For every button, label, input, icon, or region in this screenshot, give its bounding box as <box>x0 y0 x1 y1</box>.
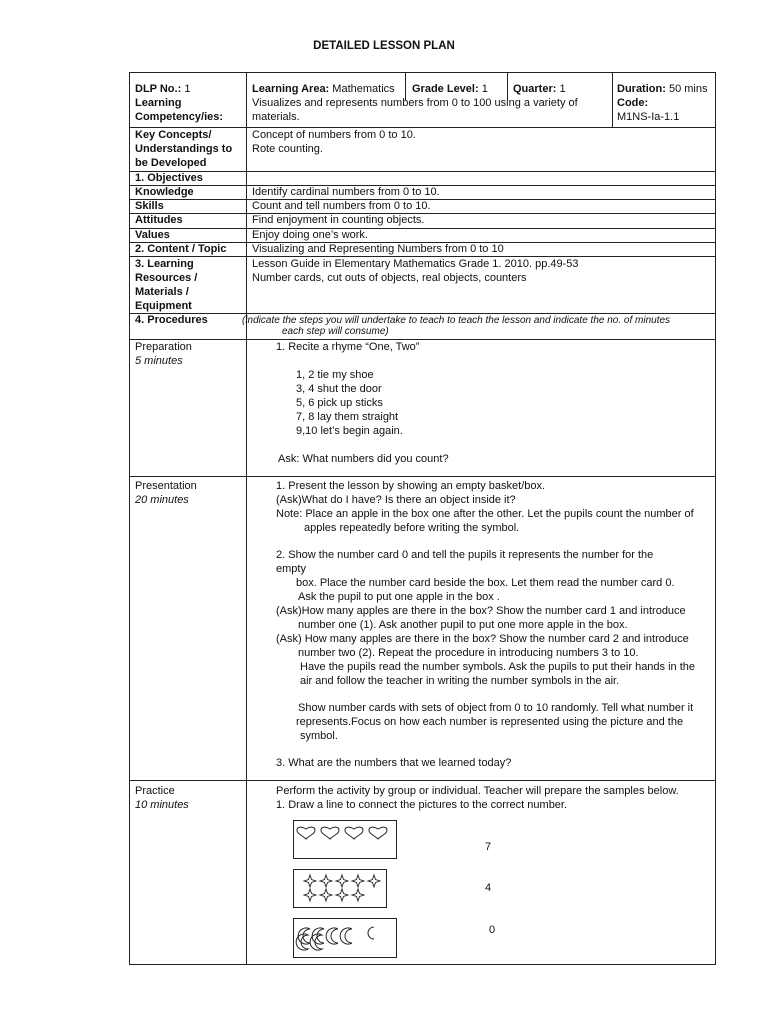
rhyme-line: 5, 6 pick up sticks <box>296 397 383 409</box>
preparation-question: Ask: What numbers did you count? <box>278 453 449 465</box>
presentation-line: symbol. <box>300 730 338 742</box>
star-icon <box>320 875 332 887</box>
presentation-line: air and follow the teacher in writing the number symbols in the air. <box>300 675 620 687</box>
procedures-note: each step will consume) <box>282 326 389 337</box>
heart-icon <box>297 827 315 839</box>
knowledge-text: Identify cardinal numbers from 0 to 10. <box>252 186 440 198</box>
key-concept: Concept of numbers from 0 to 10. <box>252 129 416 141</box>
column-divider <box>612 72 613 128</box>
resources-label: Equipment <box>135 300 192 312</box>
star-icon <box>368 875 380 887</box>
moon-icon-group <box>294 919 396 957</box>
resources-label: 3. Learning <box>135 258 194 270</box>
presentation-line: box. Place the number card beside the box. Let them read the number card 0. <box>296 577 675 589</box>
resources-label: Materials / <box>135 286 189 298</box>
dlp-number: DLP No.: 1 <box>135 83 191 95</box>
star-icon <box>352 875 364 887</box>
column-divider <box>246 72 247 964</box>
resource-item: Lesson Guide in Elementary Mathematics Grade 1. 2010. pp.49-53 <box>252 258 579 270</box>
row-divider <box>129 127 716 128</box>
page-title: DETAILED LESSON PLAN <box>313 40 455 52</box>
presentation-line: 1. Present the lesson by showing an empty basket/box. <box>276 480 546 492</box>
presentation-line: number two (2). Repeat the procedure in introducing numbers 3 to 10. <box>298 647 639 659</box>
presentation-line: (Ask)How many apples are there in the box? Show the number card 1 and introduce <box>276 605 686 617</box>
presentation-line: 2. Show the number card 0 and tell the pupils it represents the number for the <box>276 549 654 561</box>
practice-label: Practice <box>135 785 175 797</box>
quarter: Quarter: 1 <box>513 83 566 95</box>
presentation-line: 3. What are the numbers that we learned today? <box>276 757 512 769</box>
answer-number: 7 <box>485 841 492 853</box>
presentation-time: 20 minutes <box>135 494 189 506</box>
rhyme-line: 9,10 let’s begin again. <box>296 425 403 437</box>
row-divider <box>129 313 716 314</box>
procedures-label: 4. Procedures <box>135 314 208 326</box>
star-icon <box>352 889 364 901</box>
resources-label: Resources / <box>135 272 198 284</box>
star-icon-group <box>294 870 386 907</box>
practice-step: 1. Draw a line to connect the pictures to the correct number. <box>276 799 568 811</box>
presentation-line: apples repeatedly before writing the symbol. <box>304 522 520 534</box>
key-concepts-label: Key Concepts/ <box>135 129 212 141</box>
moon-icon <box>368 927 374 939</box>
knowledge-label: Knowledge <box>135 186 194 198</box>
preparation-time: 5 minutes <box>135 355 183 367</box>
rhyme-line: 7, 8 lay them straight <box>296 411 399 423</box>
stars-picture-box <box>293 869 387 908</box>
practice-instruction: Perform the activity by group or individual. Teacher will prepare the samples below. <box>276 785 679 797</box>
key-concepts-label: Understandings to <box>135 143 233 155</box>
star-icon <box>320 889 332 901</box>
values-label: Values <box>135 229 170 241</box>
moon-icon <box>340 928 352 944</box>
heart-icon <box>345 827 363 839</box>
preparation-step: 1. Recite a rhyme “One, Two” <box>276 341 420 353</box>
rhyme-line: 3, 4 shut the door <box>296 383 382 395</box>
key-concept: Rote counting. <box>252 143 323 155</box>
competency-label: Competency/ies: <box>135 111 224 123</box>
heart-icon-group <box>294 821 396 858</box>
attitudes-label: Attitudes <box>135 214 183 226</box>
row-divider <box>129 171 716 172</box>
answer-number: 4 <box>485 882 492 894</box>
content-label: 2. Content / Topic <box>135 243 227 255</box>
star-icon <box>336 875 348 887</box>
resource-item: Number cards, cut outs of objects, real objects, counters <box>252 272 527 284</box>
presentation-line: Show number cards with sets of object from 0 to 10 randomly. Tell what number it <box>298 702 694 714</box>
presentation-line: (Ask)What do I have? Is there an object inside it? <box>276 494 516 506</box>
row-divider <box>129 476 716 477</box>
attitudes-text: Find enjoyment in counting objects. <box>252 214 425 226</box>
presentation-line: Have the pupils read the number symbols. Ask the pupils to put their hands in the <box>300 661 696 673</box>
learning-area: Learning Area: Mathematics <box>252 83 395 95</box>
rhyme-line: 1, 2 tie my shoe <box>296 369 374 381</box>
code-value: M1NS-Ia-1.1 <box>617 111 680 123</box>
practice-time: 10 minutes <box>135 799 189 811</box>
procedures-note: (indicate the steps you will undertake to teach to teach the lesson and indicate the no. of minutes <box>242 315 671 326</box>
code-label: Code: <box>617 97 649 109</box>
heart-icon <box>321 827 339 839</box>
presentation-line: (Ask) How many apples are there in the box? Show the number card 2 and introduce <box>276 633 689 645</box>
objectives-heading: 1. Objectives <box>135 172 203 184</box>
skills-label: Skills <box>135 200 164 212</box>
skills-text: Count and tell numbers from 0 to 10. <box>252 200 431 212</box>
presentation-line: Note: Place an apple in the box one after the other. Let the pupils count the number of <box>276 508 694 520</box>
grade-level: Grade Level: 1 <box>412 83 488 95</box>
presentation-line: empty <box>276 563 306 575</box>
row-divider <box>129 228 716 229</box>
heart-icon <box>369 827 387 839</box>
moons-picture-box <box>293 918 397 958</box>
competency-text: Visualizes and represents numbers from 0 to 100 using a variety of <box>252 97 578 109</box>
star-icon <box>304 889 316 901</box>
star-icon <box>336 889 348 901</box>
column-divider <box>405 72 406 100</box>
column-divider <box>507 72 508 100</box>
answer-number: 0 <box>489 924 496 936</box>
hearts-picture-box <box>293 820 397 859</box>
presentation-line: Ask the pupil to put one apple in the box . <box>298 591 500 603</box>
star-icon <box>304 875 316 887</box>
moon-icon <box>326 928 338 944</box>
competency-text: materials. <box>252 111 300 123</box>
values-text: Enjoy doing one’s work. <box>252 229 368 241</box>
duration: Duration: 50 mins <box>617 83 708 95</box>
presentation-line: represents.Focus on how each number is represented using the picture and the <box>296 716 684 728</box>
preparation-label: Preparation <box>135 341 192 353</box>
competency-label: Learning <box>135 97 182 109</box>
key-concepts-label: be Developed <box>135 157 207 169</box>
presentation-line: number one (1). Ask another pupil to put one more apple in the box. <box>298 619 628 631</box>
row-divider <box>129 780 716 781</box>
content-text: Visualizing and Representing Numbers from 0 to 10 <box>252 243 504 255</box>
presentation-label: Presentation <box>135 480 197 492</box>
row-divider <box>129 339 716 340</box>
